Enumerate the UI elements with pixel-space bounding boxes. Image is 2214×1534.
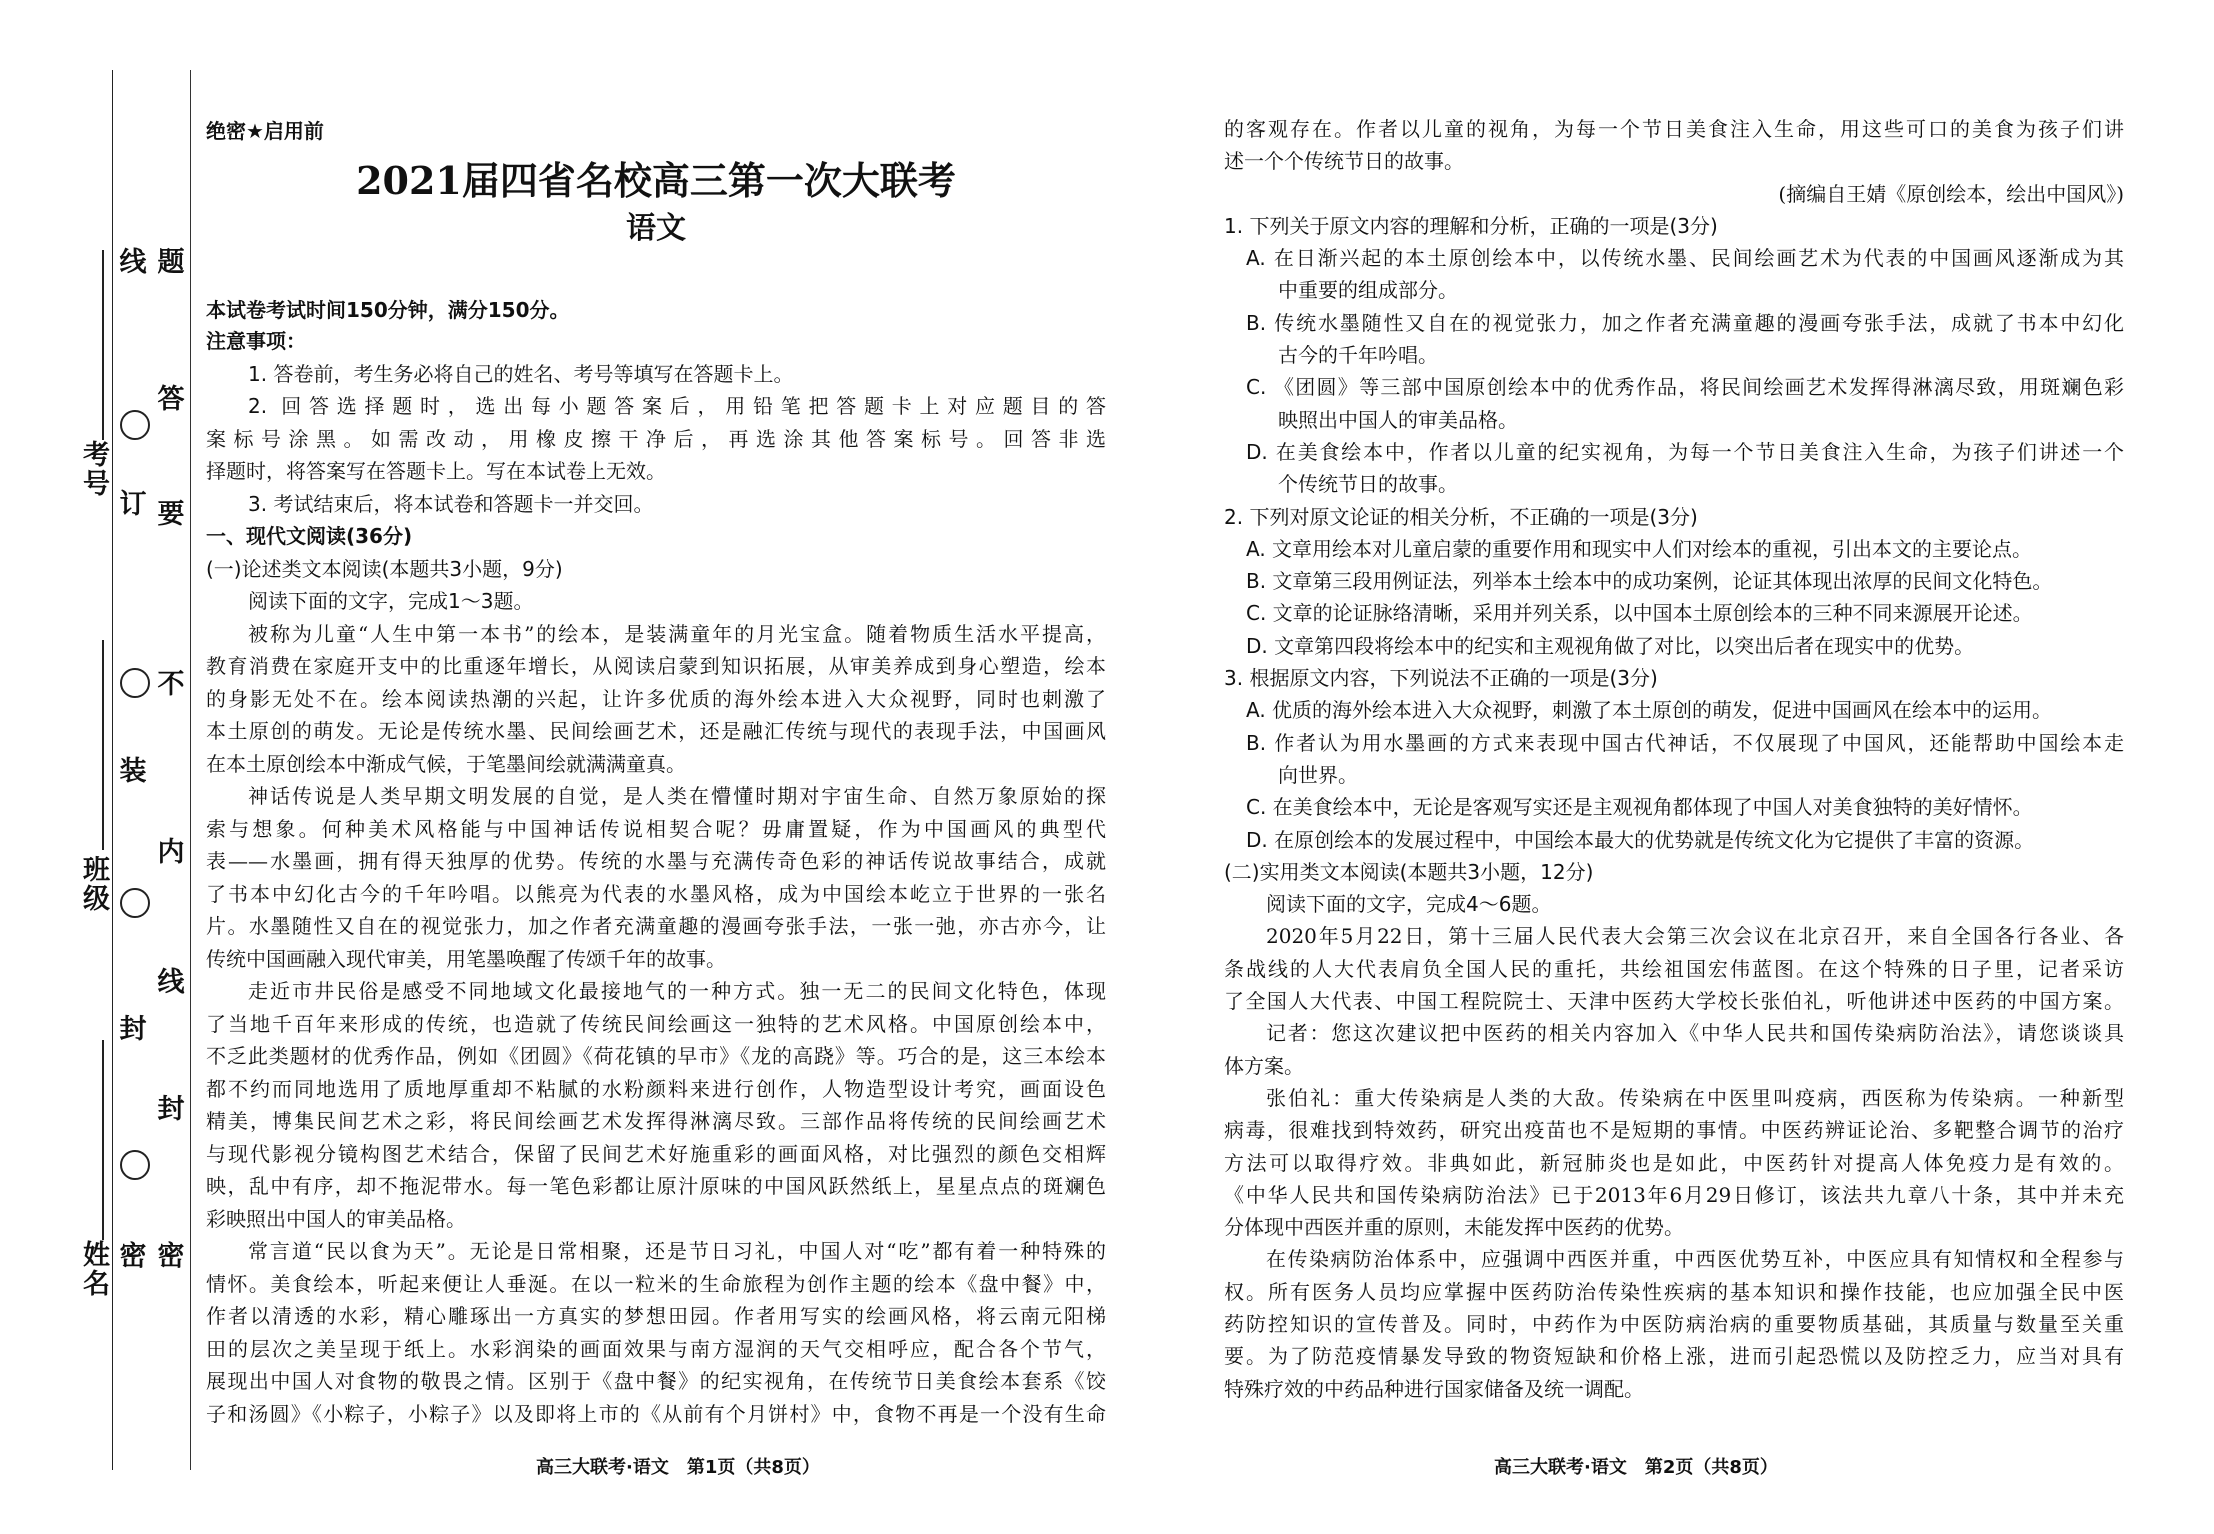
question-line: A. 文章用绘本对儿童启蒙的重要作用和现实中人们对绘本的重视，引出本文的主要论点。 bbox=[1246, 536, 2033, 561]
notice-char: 内 bbox=[157, 837, 185, 868]
passage-line: 与现代影视分镜构图艺术结合，保留了民间艺术好施重彩的画面风格，对比强烈的颜色交相辉 bbox=[206, 1141, 1106, 1166]
exam-number-blank[interactable] bbox=[102, 250, 104, 440]
secret-label: 绝密★启用前 bbox=[206, 119, 324, 143]
passage-line: 走近市井民俗是感受不同地域文化最接地气的一种方式。独一无二的民间文化特色，体现 bbox=[248, 979, 1106, 1003]
text-line: 的客观存在。作者以儿童的视角，为每一个节日美食注入生命，用这些可口的美食为孩子们讲 bbox=[1224, 117, 2124, 141]
notice-char: 答 bbox=[157, 384, 185, 415]
question-line: 1. 下列关于原文内容的理解和分析，正确的一项是(3分) bbox=[1224, 213, 1718, 238]
passage bbox=[206, 618, 1106, 1431]
passage-line: 常言道“民以食为天”。无论是日常相聚，还是节日习礼，中国人对“吃”都有着一种特殊的 bbox=[248, 1239, 1106, 1263]
note-line: 择题时，将答案写在答题卡上。写在本试卷上无效。 bbox=[206, 459, 666, 483]
exam-title: 2021届四省名校高三第一次大联考 bbox=[356, 158, 956, 203]
text-line: 权。所有医务人员均应掌握中医药防治传染性疾病的基本知识和操作技能，也应加强全民中医 bbox=[1224, 1279, 2124, 1304]
text-line: 在传染病防治体系中，应强调中西医并重，中西医优势互补，中医应具有知情权和全程参与 bbox=[1266, 1247, 2124, 1272]
passage-line: 本土原创的萌发。无论是传统水墨、民间绘画艺术，还是融汇传统与现代的表现手法，中国画风 bbox=[206, 719, 1106, 743]
note-line: 3. 考试结束后，将本试卷和答题卡一并交回。 bbox=[248, 491, 654, 516]
question-line: C. 在美食绘本中，无论是客观写实还是主观视角都体现了中国人对美食独特的美好情怀。 bbox=[1246, 795, 2033, 820]
passage-line: 了书本中幻化古今的千年吟唱。以熊亮为代表的水墨风格，成为中国绘本屹立于世界的一张名 bbox=[206, 881, 1106, 906]
question-line: 阅读下面的文字，完成4～6题。 bbox=[1266, 892, 1552, 917]
subject-title: 语文 bbox=[626, 211, 686, 246]
passage-line: 神话传说是人类早期文明发展的自觉，是人类在懵懂时期对宇宙生命、自然万象原始的探 bbox=[248, 784, 1106, 808]
question-line: B. 文章第三段用例证法，列举本土绘本中的成功案例，论证其体现出浓厚的民间文化特色。 bbox=[1246, 569, 2053, 594]
note-line: 2. 回答选择题时，选出每小题答案后，用铅笔把答题卡上对应题目的答 bbox=[248, 394, 1106, 418]
seal-char: 订 bbox=[119, 489, 147, 520]
question-line: 个传统节日的故事。 bbox=[1278, 472, 1458, 497]
seal-circle bbox=[120, 1150, 150, 1180]
text-line: 《中华人民共和国传染病防治法》已于2013年6月29日修订，该法共九章八十条，其中并未充 bbox=[1224, 1182, 2124, 1207]
passage-line: 田的层次之美呈现于纸上。水彩润染的画面效果与南方湿润的天气交相呼应，配合各个节气， bbox=[206, 1336, 1106, 1361]
seal-char: 封 bbox=[119, 1014, 147, 1045]
passage-line: 表——水墨画，拥有得天独厚的优势。传统的水墨与充满传奇色彩的神话传说故事结合，成就 bbox=[206, 849, 1106, 873]
seal-circle bbox=[120, 668, 150, 698]
notes-list bbox=[206, 358, 1106, 521]
question-line: 古今的千年吟唱。 bbox=[1278, 343, 1438, 368]
reading-section bbox=[206, 520, 1106, 1430]
text-line: 体方案。 bbox=[1224, 1053, 1304, 1078]
notice-char: 封 bbox=[157, 1094, 185, 1125]
text-line: (摘编自王婧《原创绘本，绘出中国风》) bbox=[1778, 181, 2124, 206]
text-line: 病毒，很难找到特效药，研究出疫苗也不是短期的事情。中医药辨证论治、多靶整合调节的治疗 bbox=[1224, 1118, 2124, 1143]
passage-line: 索与想象。何种美术风格能与中国神话传说相契合呢？毋庸置疑，作为中国画风的典型代 bbox=[206, 816, 1106, 841]
seal-circle bbox=[120, 410, 150, 440]
question-line: 中重要的组成部分。 bbox=[1278, 278, 1458, 303]
text-line: 分体现中西医并重的原则，未能发挥中医药的优势。 bbox=[1224, 1215, 1684, 1240]
text-line: 记者：您这次建议把中医药的相关内容加入《中华人民共和国传染病防治法》，请您谈谈具 bbox=[1266, 1021, 2124, 1046]
passage-line: 情怀。美食绘本，听起来便让人垂涎。在以一粒米的生命旅程为创作主题的绘本《盘中餐》中， bbox=[206, 1271, 1106, 1296]
text-line: 条战线的人大代表肩负全国人民的重托，共绘祖国宏伟蓝图。在这个特殊的日子里，记者采访 bbox=[1224, 956, 2124, 981]
exam-number-label: 考号 bbox=[78, 440, 109, 498]
passage-line: 片。水墨随性又自在的视觉张力，加之作者充满童趣的漫画夸张手法，一张一弛，亦古亦今，让 bbox=[206, 914, 1106, 938]
class-label: 班级 bbox=[78, 855, 109, 913]
question-line: B. 作者认为用水墨画的方式来表现中国古代神话，不仅展现了中国风，还能帮助中国绘本走 bbox=[1246, 730, 2124, 755]
page-footer: 高三大联考·语文 第2页（共8页） bbox=[1494, 1457, 1778, 1478]
name-blank[interactable] bbox=[102, 1040, 104, 1240]
question-line: A. 在日渐兴起的本土原创绘本中，以传统水墨、民间绘画艺术为代表的中国画风逐渐成为其 bbox=[1246, 246, 2124, 271]
page-2-content bbox=[1224, 113, 2124, 1405]
passage-line: 了当地千百年来形成的传统，也造就了传统民间绘画这一独特的艺术风格。中国原创绘本中， bbox=[206, 1011, 1106, 1036]
passage-line: 映，乱中有序，却不拖泥带水。每一笔色彩都让原汁原味的中国风跃然纸上，星星点点的斑斓色 bbox=[206, 1174, 1106, 1198]
inner-seal-line bbox=[190, 70, 191, 1470]
note-line: 案标号涂黑。如需改动，用橡皮擦干净后，再选涂其他答案标号。回答非选 bbox=[206, 426, 1106, 451]
text-line: 方法可以取得疗效。非典如此，新冠肺炎也是如此，中医药针对提高人体免疫力是有效的。 bbox=[1224, 1150, 2124, 1175]
question-line: 向世界。 bbox=[1278, 762, 1358, 787]
text-line: 特殊疗效的中药品种进行国家储备及统一调配。 bbox=[1224, 1376, 1644, 1401]
question-line: B. 传统水墨随性又自在的视觉张力，加之作者充满童趣的漫画夸张手法，成就了书本中幻化 bbox=[1246, 310, 2124, 335]
notice-char: 不 bbox=[157, 669, 185, 700]
question-line: 2. 下列对原文论证的相关分析，不正确的一项是(3分) bbox=[1224, 504, 1698, 529]
passage-line: 教育消费在家庭开支中的比重逐年增长，从阅读启蒙到知识拓展，从审美养成到身心塑造，绘本 bbox=[206, 654, 1106, 678]
passage-line: 在本土原创绘本中渐成气候，于笔墨间绘就满满童真。 bbox=[206, 751, 686, 776]
text-line: 要。为了防范疫情暴发导致的物资短缺和价格上涨，进而引起恐慌以及防控乏力，应当对具有 bbox=[1224, 1344, 2124, 1369]
notice-char: 要 bbox=[157, 499, 185, 530]
text-line: 了全国人大代表、中国工程院院士、天津中医药大学校长张伯礼，听他讲述中医药的中国方案。 bbox=[1224, 989, 2124, 1014]
notice-char: 密 bbox=[157, 1241, 185, 1272]
binding-margin bbox=[0, 0, 190, 1534]
note-line: 1. 答卷前，考生务必将自己的姓名、考号等填写在答题卡上。 bbox=[248, 361, 794, 386]
seal-char: 装 bbox=[119, 756, 147, 787]
text-line: 述一个个传统节日的故事。 bbox=[1224, 149, 1464, 174]
time-info: 本试卷考试时间150分钟，满分150分。 bbox=[206, 298, 570, 322]
sub-heading: (一)论述类文本阅读(本题共3小题，9分) bbox=[206, 556, 563, 581]
class-blank[interactable] bbox=[102, 640, 104, 850]
seal-circle bbox=[120, 888, 150, 918]
notice-char: 题 bbox=[157, 247, 185, 278]
passage-line: 传统中国画融入现代审美，用笔墨唤醒了传颂千年的故事。 bbox=[206, 946, 726, 971]
passage-line: 作者以清透的水彩，精心雕琢出一方真实的梦想田园。作者用写实的绘画风格，将云南元阳梯 bbox=[206, 1304, 1106, 1328]
passage-line: 精美，博集民间艺术之彩，将民间绘画艺术发挥得淋漓尽致。三部作品将传统的民间绘画艺术 bbox=[206, 1109, 1106, 1133]
passage-line: 都不约而同地选用了质地厚重却不粘腻的水粉颜料来进行创作，人物造型设计考究，画面设色 bbox=[206, 1076, 1106, 1101]
question-line: D. 文章第四段将绘本中的纪实和主观视角做了对比，以突出后者在现实中的优势。 bbox=[1246, 633, 1975, 658]
seal-char: 密 bbox=[119, 1241, 147, 1272]
instruction: 阅读下面的文字，完成1～3题。 bbox=[248, 589, 534, 613]
text-line: 药防控知识的宣传普及。同时，中药作为中医防病治病的重要物质基础，其质量与数量至关重 bbox=[1224, 1311, 2124, 1336]
notice-char: 线 bbox=[157, 967, 185, 998]
question-line: A. 优质的海外绘本进入大众视野，刺激了本土原创的萌发，促进中国画风在绘本中的运用。 bbox=[1246, 698, 2053, 723]
question-line: D. 在原创绘本的发展过程中，中国绘本最大的优势就是传统文化为它提供了丰富的资源。 bbox=[1246, 827, 2035, 852]
question-line: C. 文章的论证脉络清晰，采用并列关系，以中国本土原创绘本的三种不同来源展开论述。 bbox=[1246, 601, 2033, 626]
section-heading: 一、现代文阅读(36分) bbox=[206, 524, 413, 548]
question-line: 映照出中国人的审美品格。 bbox=[1278, 407, 1518, 432]
question-line: 3. 根据原文内容，下列说法不正确的一项是(3分) bbox=[1224, 666, 1658, 691]
notes-heading: 注意事项： bbox=[206, 329, 306, 353]
text-line: 2020年5月22日，第十三届人民代表大会第三次会议在北京召开，来自全国各行各业、各 bbox=[1266, 924, 2124, 949]
passage-line: 不乏此类题材的优秀作品，例如《团圆》《荷花镇的早市》《龙的高跷》等。巧合的是，这三本绘本 bbox=[206, 1044, 1106, 1068]
notes-block bbox=[206, 325, 1106, 520]
question-line: D. 在美食绘本中，作者以儿童的纪实视角，为每一个节日美食注入生命，为孩子们讲述一个 bbox=[1246, 439, 2124, 464]
page-footer: 高三大联考·语文 第1页（共8页） bbox=[536, 1457, 820, 1478]
question-line: C. 《团圆》等三部中国原创绘本中的优秀作品，将民间绘画艺术发挥得淋漓尽致，用斑斓色彩 bbox=[1246, 375, 2124, 400]
passage-line: 子和汤圆》《小粽子，小粽子》以及即将上市的《从前有个月饼村》中，食物不再是一个没有生命 bbox=[206, 1401, 1106, 1426]
question-line: (二)实用类文本阅读(本题共3小题，12分) bbox=[1224, 859, 1594, 884]
passage-line: 展现出中国人对食物的敬畏之情。区别于《盘中餐》的纪实视角，在传统节日美食绘本套系《饺 bbox=[206, 1369, 1106, 1393]
passage-line: 的身影无处不在。绘本阅读热潮的兴起，让许多优质的海外绘本进入大众视野，同时也刺激了 bbox=[206, 686, 1106, 711]
passage-line: 彩映照出中国人的审美品格。 bbox=[206, 1206, 466, 1231]
name-label: 姓名 bbox=[78, 1240, 109, 1298]
text-line: 张伯礼：重大传染病是人类的大敌。传染病在中医里叫疫病，西医称为传染病。一种新型 bbox=[1266, 1085, 2124, 1110]
passage-line: 被称为儿童“人生中第一本书”的绘本，是装满童年的月光宝盒。随着物质生活水平提高， bbox=[248, 621, 1106, 646]
seal-char: 线 bbox=[119, 247, 147, 278]
